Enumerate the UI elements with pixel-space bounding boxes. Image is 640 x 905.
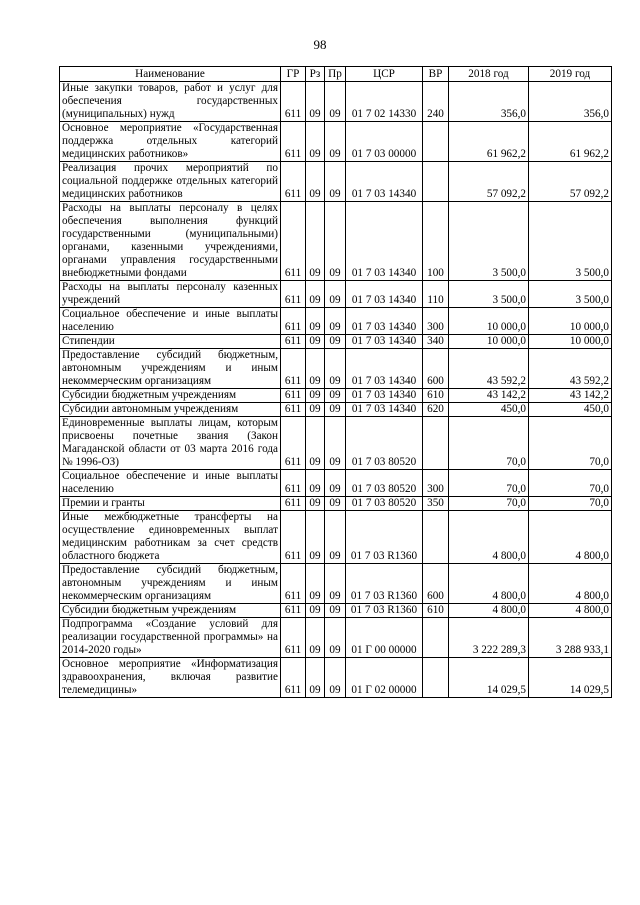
row-gr: 611: [281, 618, 306, 658]
row-pr: 09: [325, 162, 346, 202]
row-gr: 611: [281, 511, 306, 564]
row-rz: 09: [306, 564, 325, 604]
table-row: [60, 389, 612, 403]
row-gr: 611: [281, 202, 306, 281]
row-gr: 611: [281, 349, 306, 389]
row-name: Расходы на выплаты персоналу казенных учреждений: [60, 281, 281, 308]
table-row: [60, 658, 612, 698]
row-csr: 01 7 03 00000: [346, 122, 423, 162]
row-csr: 01 7 03 R1360: [346, 564, 423, 604]
header-csr: ЦСР: [346, 67, 423, 82]
row-name: Иные межбюджетные трансферты на осуществление единовременных выплат медицинским работникам за счет средств областного бюджета: [60, 511, 281, 564]
row-gr: 611: [281, 389, 306, 403]
table-row: [60, 618, 612, 658]
row-vr: [423, 511, 449, 564]
row-pr: 09: [325, 618, 346, 658]
row-2018: 70,0: [449, 470, 529, 497]
row-vr: 110: [423, 281, 449, 308]
row-2018: 70,0: [449, 417, 529, 470]
row-csr: 01 7 03 14340: [346, 202, 423, 281]
row-pr: 09: [325, 82, 346, 122]
row-csr: 01 7 03 14340: [346, 281, 423, 308]
row-2019: 3 288 933,1: [529, 618, 612, 658]
row-csr: 01 7 03 R1360: [346, 511, 423, 564]
row-csr: 01 Г 02 00000: [346, 658, 423, 698]
row-pr: 09: [325, 403, 346, 417]
row-rz: 09: [306, 618, 325, 658]
header-row: [60, 67, 612, 82]
budget-table: [59, 66, 612, 698]
row-2018: 61 962,2: [449, 122, 529, 162]
row-csr: 01 7 03 14340: [346, 335, 423, 349]
row-pr: 09: [325, 470, 346, 497]
row-name: Субсидии автономным учреждениям: [60, 403, 281, 417]
row-pr: 09: [325, 511, 346, 564]
row-gr: 611: [281, 658, 306, 698]
row-vr: 600: [423, 349, 449, 389]
row-vr: 610: [423, 604, 449, 618]
table-row: [60, 349, 612, 389]
row-rz: 09: [306, 389, 325, 403]
row-pr: 09: [325, 335, 346, 349]
row-gr: 611: [281, 82, 306, 122]
row-pr: 09: [325, 202, 346, 281]
row-vr: 240: [423, 82, 449, 122]
row-csr: 01 7 02 14330: [346, 82, 423, 122]
row-csr: 01 7 03 14340: [346, 308, 423, 335]
row-pr: 09: [325, 658, 346, 698]
row-vr: [423, 658, 449, 698]
row-rz: 09: [306, 82, 325, 122]
row-pr: 09: [325, 308, 346, 335]
row-name: Стипендии: [60, 335, 281, 349]
row-vr: [423, 618, 449, 658]
row-2019: 3 500,0: [529, 281, 612, 308]
table-row: [60, 122, 612, 162]
table-row: [60, 564, 612, 604]
table-row: [60, 281, 612, 308]
header-pr: Пр: [325, 67, 346, 82]
row-csr: 01 7 03 14340: [346, 162, 423, 202]
row-vr: 100: [423, 202, 449, 281]
page-number: 98: [313, 37, 327, 52]
row-name: Предоставление субсидий бюджетным, автономным учреждениям и иным некоммерческим организациям: [60, 349, 281, 389]
row-2019: 4 800,0: [529, 604, 612, 618]
header-gr: ГР: [281, 67, 306, 82]
row-2018: 10 000,0: [449, 335, 529, 349]
row-2018: 70,0: [449, 497, 529, 511]
row-vr: 340: [423, 335, 449, 349]
row-vr: 600: [423, 564, 449, 604]
row-name: Предоставление субсидий бюджетным, автономным учреждениям и иным некоммерческим организациям: [60, 564, 281, 604]
row-2018: 43 592,2: [449, 349, 529, 389]
row-gr: 611: [281, 604, 306, 618]
row-2018: 4 800,0: [449, 564, 529, 604]
header-vr: ВР: [423, 67, 449, 82]
row-name: Субсидии бюджетным учреждениям: [60, 604, 281, 618]
row-2019: 4 800,0: [529, 564, 612, 604]
row-2019: 57 092,2: [529, 162, 612, 202]
row-rz: 09: [306, 349, 325, 389]
row-2018: 3 500,0: [449, 202, 529, 281]
row-name: Премии и гранты: [60, 497, 281, 511]
row-pr: 09: [325, 122, 346, 162]
table-row: [60, 604, 612, 618]
row-csr: 01 7 03 14340: [346, 403, 423, 417]
row-2019: 70,0: [529, 417, 612, 470]
table-row: [60, 417, 612, 470]
row-gr: 611: [281, 417, 306, 470]
row-2018: 43 142,2: [449, 389, 529, 403]
row-2019: 4 800,0: [529, 511, 612, 564]
row-rz: 09: [306, 403, 325, 417]
row-vr: 620: [423, 403, 449, 417]
row-2018: 14 029,5: [449, 658, 529, 698]
table-row: [60, 308, 612, 335]
row-2018: 3 500,0: [449, 281, 529, 308]
header-2019: 2019 год: [529, 67, 612, 82]
row-rz: 09: [306, 497, 325, 511]
row-2019: 43 142,2: [529, 389, 612, 403]
header-rz: Рз: [306, 67, 325, 82]
row-rz: 09: [306, 202, 325, 281]
row-2018: 57 092,2: [449, 162, 529, 202]
row-name: Субсидии бюджетным учреждениям: [60, 389, 281, 403]
row-rz: 09: [306, 308, 325, 335]
row-2018: 450,0: [449, 403, 529, 417]
row-name: Основное мероприятие «Информатизация здравоохранения, включая развитие телемедицины»: [60, 658, 281, 698]
row-pr: 09: [325, 349, 346, 389]
table-row: [60, 335, 612, 349]
table-row: [60, 202, 612, 281]
row-pr: 09: [325, 497, 346, 511]
row-csr: 01 7 03 80520: [346, 417, 423, 470]
row-rz: 09: [306, 122, 325, 162]
row-pr: 09: [325, 389, 346, 403]
row-name: Единовременные выплаты лицам, которым присвоены почетные звания (Закон Магаданской области от 03 марта 2016 года № 1996-ОЗ): [60, 417, 281, 470]
row-2019: 70,0: [529, 497, 612, 511]
row-2019: 43 592,2: [529, 349, 612, 389]
row-2019: 10 000,0: [529, 308, 612, 335]
row-name: Основное мероприятие «Государственная поддержка отдельных категорий медицинских работников»: [60, 122, 281, 162]
row-2018: 4 800,0: [449, 604, 529, 618]
row-2019: 14 029,5: [529, 658, 612, 698]
header-name: Наименование: [60, 67, 281, 82]
row-name: Подпрограмма «Создание условий для реализации государственной программы» на 2014-2020 годы»: [60, 618, 281, 658]
row-rz: 09: [306, 658, 325, 698]
row-csr: 01 Г 00 00000: [346, 618, 423, 658]
row-gr: 611: [281, 335, 306, 349]
row-rz: 09: [306, 470, 325, 497]
row-pr: 09: [325, 564, 346, 604]
row-gr: 611: [281, 162, 306, 202]
row-vr: [423, 122, 449, 162]
row-2019: 61 962,2: [529, 122, 612, 162]
row-rz: 09: [306, 417, 325, 470]
row-gr: 611: [281, 470, 306, 497]
row-csr: 01 7 03 80520: [346, 497, 423, 511]
row-2019: 450,0: [529, 403, 612, 417]
row-name: Реализация прочих мероприятий по социальной поддержке отдельных категорий медицинских работников: [60, 162, 281, 202]
row-name: Социальное обеспечение и иные выплаты населению: [60, 470, 281, 497]
row-rz: 09: [306, 281, 325, 308]
row-pr: 09: [325, 604, 346, 618]
header-2018: 2018 год: [449, 67, 529, 82]
row-csr: 01 7 03 14340: [346, 389, 423, 403]
row-2019: 10 000,0: [529, 335, 612, 349]
row-vr: 300: [423, 470, 449, 497]
table-row: [60, 162, 612, 202]
row-vr: 610: [423, 389, 449, 403]
table-row: [60, 82, 612, 122]
row-csr: 01 7 03 R1360: [346, 604, 423, 618]
row-2018: 3 222 289,3: [449, 618, 529, 658]
row-2018: 356,0: [449, 82, 529, 122]
row-gr: 611: [281, 403, 306, 417]
row-gr: 611: [281, 281, 306, 308]
row-csr: 01 7 03 80520: [346, 470, 423, 497]
row-gr: 611: [281, 564, 306, 604]
row-name: Иные закупки товаров, работ и услуг для обеспечения государственных (муниципальных) нужд: [60, 82, 281, 122]
row-vr: [423, 162, 449, 202]
row-gr: 611: [281, 497, 306, 511]
row-vr: [423, 417, 449, 470]
row-2018: 4 800,0: [449, 511, 529, 564]
row-gr: 611: [281, 122, 306, 162]
row-rz: 09: [306, 511, 325, 564]
table-row: [60, 470, 612, 497]
table-row: [60, 403, 612, 417]
row-2019: 3 500,0: [529, 202, 612, 281]
table-row: [60, 511, 612, 564]
row-csr: 01 7 03 14340: [346, 349, 423, 389]
row-2018: 10 000,0: [449, 308, 529, 335]
row-rz: 09: [306, 604, 325, 618]
row-gr: 611: [281, 308, 306, 335]
row-rz: 09: [306, 335, 325, 349]
row-pr: 09: [325, 281, 346, 308]
row-name: Расходы на выплаты персоналу в целях обеспечения выполнения функций государственными (муниципальными) органами, казенными учреждениями, органами управления государственными внебюджетными фондами: [60, 202, 281, 281]
table-row: [60, 497, 612, 511]
row-pr: 09: [325, 417, 346, 470]
row-rz: 09: [306, 162, 325, 202]
row-2019: 70,0: [529, 470, 612, 497]
row-vr: 300: [423, 308, 449, 335]
row-2019: 356,0: [529, 82, 612, 122]
row-vr: 350: [423, 497, 449, 511]
row-name: Социальное обеспечение и иные выплаты населению: [60, 308, 281, 335]
